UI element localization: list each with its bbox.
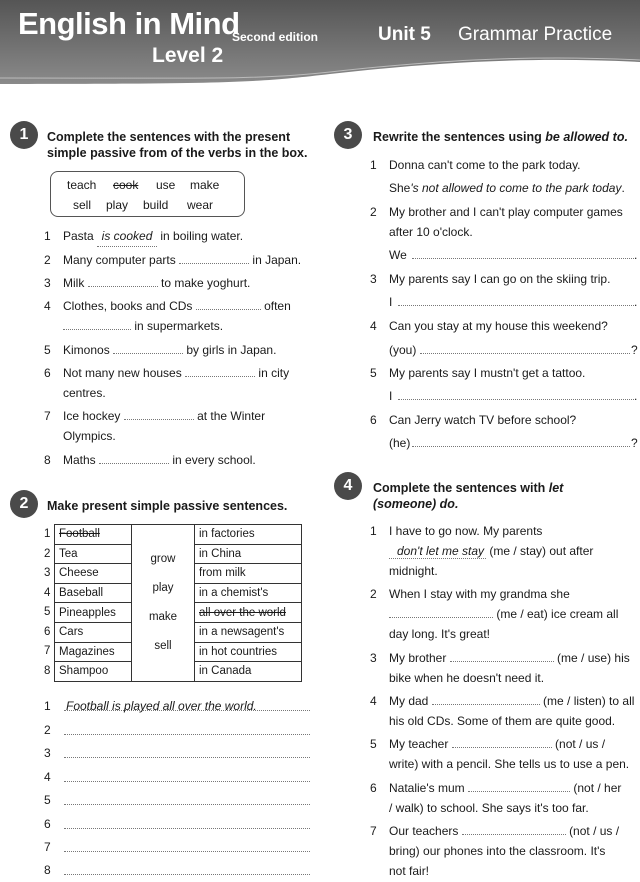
exercise-2-instruction: Make present simple passive sentences.: [47, 499, 288, 513]
subject-cell: Pineapples: [55, 603, 132, 623]
answer-line-number: 1: [44, 699, 51, 713]
item-number: 1: [44, 229, 51, 243]
answer-line[interactable]: [412, 446, 630, 447]
answer-line[interactable]: [420, 353, 630, 354]
place-cell: in a newsagent's: [195, 622, 302, 642]
item-prompt: Can you stay at my house this weekend?: [389, 319, 608, 333]
answer-line[interactable]: [64, 851, 310, 852]
item-number: 1: [370, 158, 377, 172]
list-item: I have to go now. My parents don't let me stay (me / stay) out after midnight.: [389, 524, 594, 578]
answer-blank[interactable]: [88, 274, 158, 287]
answer-blank[interactable]: [389, 605, 493, 618]
row-number: 3: [44, 567, 51, 579]
place-cell: in factories: [195, 525, 302, 545]
sentence-building-table: [54, 524, 302, 682]
answer-blank[interactable]: [452, 735, 552, 748]
example-answer: 's not allowed to come to the park today: [410, 181, 622, 195]
answer-line-number: 2: [44, 723, 51, 737]
exercise-4-instruction: Complete the sentences with let (someone) do.: [373, 481, 564, 511]
list-item: My brother (me / use) his bike when he doesn't need it.: [389, 651, 630, 685]
answer-line[interactable]: [398, 399, 634, 400]
list-item: My dad (me / listen) to all his old CDs. Some of them are quite good.: [389, 694, 635, 728]
row-number: 8: [44, 665, 51, 677]
answer-line[interactable]: [64, 781, 310, 782]
answer-blank[interactable]: [99, 451, 169, 464]
word-box-word: build: [143, 198, 169, 212]
answer-line[interactable]: [398, 305, 634, 306]
answer-row-label: I: [389, 295, 393, 309]
answer-line-number: 4: [44, 770, 51, 784]
item-number: 5: [370, 737, 377, 751]
exercise-3-instruction: Rewrite the sentences using be allowed to.: [373, 130, 628, 144]
exercise-number-badge: 4: [334, 472, 362, 500]
list-item: Many computer parts in Japan.: [63, 253, 302, 267]
item-number: 3: [370, 272, 377, 286]
answer-row-label: We: [389, 248, 407, 262]
answer-line-number: 5: [44, 793, 51, 807]
word-box: [50, 171, 245, 217]
answer-line-number: 3: [44, 746, 51, 760]
item-number: 3: [370, 651, 377, 665]
item-number: 2: [44, 253, 51, 267]
subject-cell: Cars: [55, 622, 132, 642]
list-item: Kimonos by girls in Japan.: [63, 343, 277, 357]
subject-cell: Tea: [55, 544, 132, 564]
place-cell-crossed: all over the world: [195, 603, 302, 623]
list-item: Natalie's mum (not / her / walk) to school. She says it's too far.: [389, 781, 622, 815]
place-cell: in hot countries: [195, 642, 302, 662]
list-item: Milk to make yoghurt.: [63, 276, 251, 290]
answer-row-label: (you): [389, 343, 417, 357]
item-number: 4: [370, 694, 377, 708]
exercise-number-badge: 1: [10, 121, 38, 149]
answer-blank[interactable]: [432, 692, 540, 705]
exercise-number-badge: 2: [10, 490, 38, 518]
answer-line-number: 6: [44, 817, 51, 831]
word-box-word: sell: [73, 198, 92, 212]
item-number: 5: [370, 366, 377, 380]
answer-blank[interactable]: [185, 364, 255, 377]
answer-line[interactable]: [412, 258, 634, 259]
list-item: When I stay with my grandma she (me / eat) ice cream all day long. It's great!: [389, 587, 619, 641]
item-number: 2: [370, 587, 377, 601]
word-box-word-crossed: cook: [113, 178, 139, 192]
exercise-number-badge: 3: [334, 121, 362, 149]
list-item: Maths in every school.: [63, 453, 256, 467]
answer-blank[interactable]: [450, 649, 554, 662]
answer-blank[interactable]: [462, 822, 566, 835]
item-number: 4: [44, 299, 51, 313]
item-prompt: Donna can't come to the park today.: [389, 158, 581, 172]
row-number: 1: [44, 528, 51, 540]
answer-line[interactable]: [64, 734, 310, 735]
answer-blank[interactable]: [196, 297, 261, 310]
level-label: Level 2: [152, 44, 224, 67]
word-box-word: wear: [187, 198, 214, 212]
row-number: 2: [44, 548, 51, 560]
example-answer: don't let me stay: [389, 544, 486, 559]
list-item: Pasta is cooked in boiling water.: [63, 226, 323, 247]
page-header: [0, 0, 640, 84]
answer-row-label: I: [389, 389, 393, 403]
row-number: 4: [44, 587, 51, 599]
subject-cell: Cheese: [55, 564, 132, 584]
answer-row-label: (he): [389, 436, 411, 450]
item-prompt: My parents say I mustn't get a tattoo.: [389, 366, 586, 380]
answer-blank[interactable]: [63, 317, 131, 330]
section-label: Grammar Practice: [458, 24, 613, 45]
item-prompt: Can Jerry watch TV before school?: [389, 413, 577, 427]
item-number: 1: [370, 524, 377, 538]
list-item: My teacher (not / us / write) with a pencil. She tells us to use a pen.: [389, 737, 630, 771]
example-answer: Football is played all over the world.: [66, 699, 257, 713]
word-box-word: play: [106, 198, 129, 212]
word-box-word: teach: [67, 178, 97, 192]
answer-line[interactable]: [64, 710, 310, 711]
answer-blank[interactable]: [179, 251, 249, 264]
place-cell: from milk: [195, 564, 302, 584]
item-number: 4: [370, 319, 377, 333]
list-item: Ice hockey at the Winter Olympics.: [63, 409, 266, 443]
list-item: Our teachers (not / us / bring) our phones into the classroom. It's not fair!: [389, 824, 620, 878]
subject-cell: Football: [55, 525, 132, 545]
place-cell: in China: [195, 544, 302, 564]
unit-label: Unit 5: [378, 24, 431, 45]
subject-cell: Baseball: [55, 583, 132, 603]
subject-cell: Magazines: [55, 642, 132, 662]
subject-cell: Shampoo: [55, 662, 132, 682]
answer-line[interactable]: [64, 757, 310, 758]
answer-line[interactable]: [64, 828, 310, 829]
answer-blank[interactable]: [468, 779, 570, 792]
item-number: 8: [44, 453, 51, 467]
table-row: [55, 525, 302, 545]
item-number: 5: [44, 343, 51, 357]
item-number: 7: [44, 409, 51, 423]
answer-line[interactable]: [64, 874, 310, 875]
item-prompt: My parents say I can go on the skiing trip.: [389, 272, 611, 286]
answer-blank[interactable]: [113, 341, 183, 354]
list-item: Clothes, books and CDs often in supermarkets.: [63, 299, 291, 333]
row-number: 5: [44, 606, 51, 618]
row-number: 6: [44, 626, 51, 638]
answer-line[interactable]: [64, 804, 310, 805]
verb-cell: grow play make sell: [132, 525, 195, 682]
item-number: 6: [370, 413, 377, 427]
place-cell: in Canada: [195, 662, 302, 682]
place-cell: in a chemist's: [195, 583, 302, 603]
edition-label: Second edition: [232, 30, 319, 44]
answer-line-number: 8: [44, 863, 51, 877]
answer-row: She's not allowed to come to the park today.: [389, 181, 625, 195]
answer-blank[interactable]: [124, 407, 194, 420]
item-prompt: My brother and I can't play computer games after 10 o'clock.: [389, 205, 623, 239]
item-number: 3: [44, 276, 51, 290]
item-number: 6: [44, 366, 51, 380]
answer-blank[interactable]: is cooked: [97, 226, 157, 247]
item-number: 6: [370, 781, 377, 795]
word-box-word: make: [190, 178, 220, 192]
exercise-1-instruction: Complete the sentences with the present simple passive from of the verbs in the box.: [47, 130, 308, 160]
answer-line-number: 7: [44, 840, 51, 854]
row-number: 7: [44, 645, 51, 657]
word-box-word: use: [156, 178, 176, 192]
item-number: 7: [370, 824, 377, 838]
list-item: Not many new houses in city centres.: [63, 366, 290, 400]
item-number: 2: [370, 205, 377, 219]
brand-title: English in Mind: [18, 6, 240, 41]
